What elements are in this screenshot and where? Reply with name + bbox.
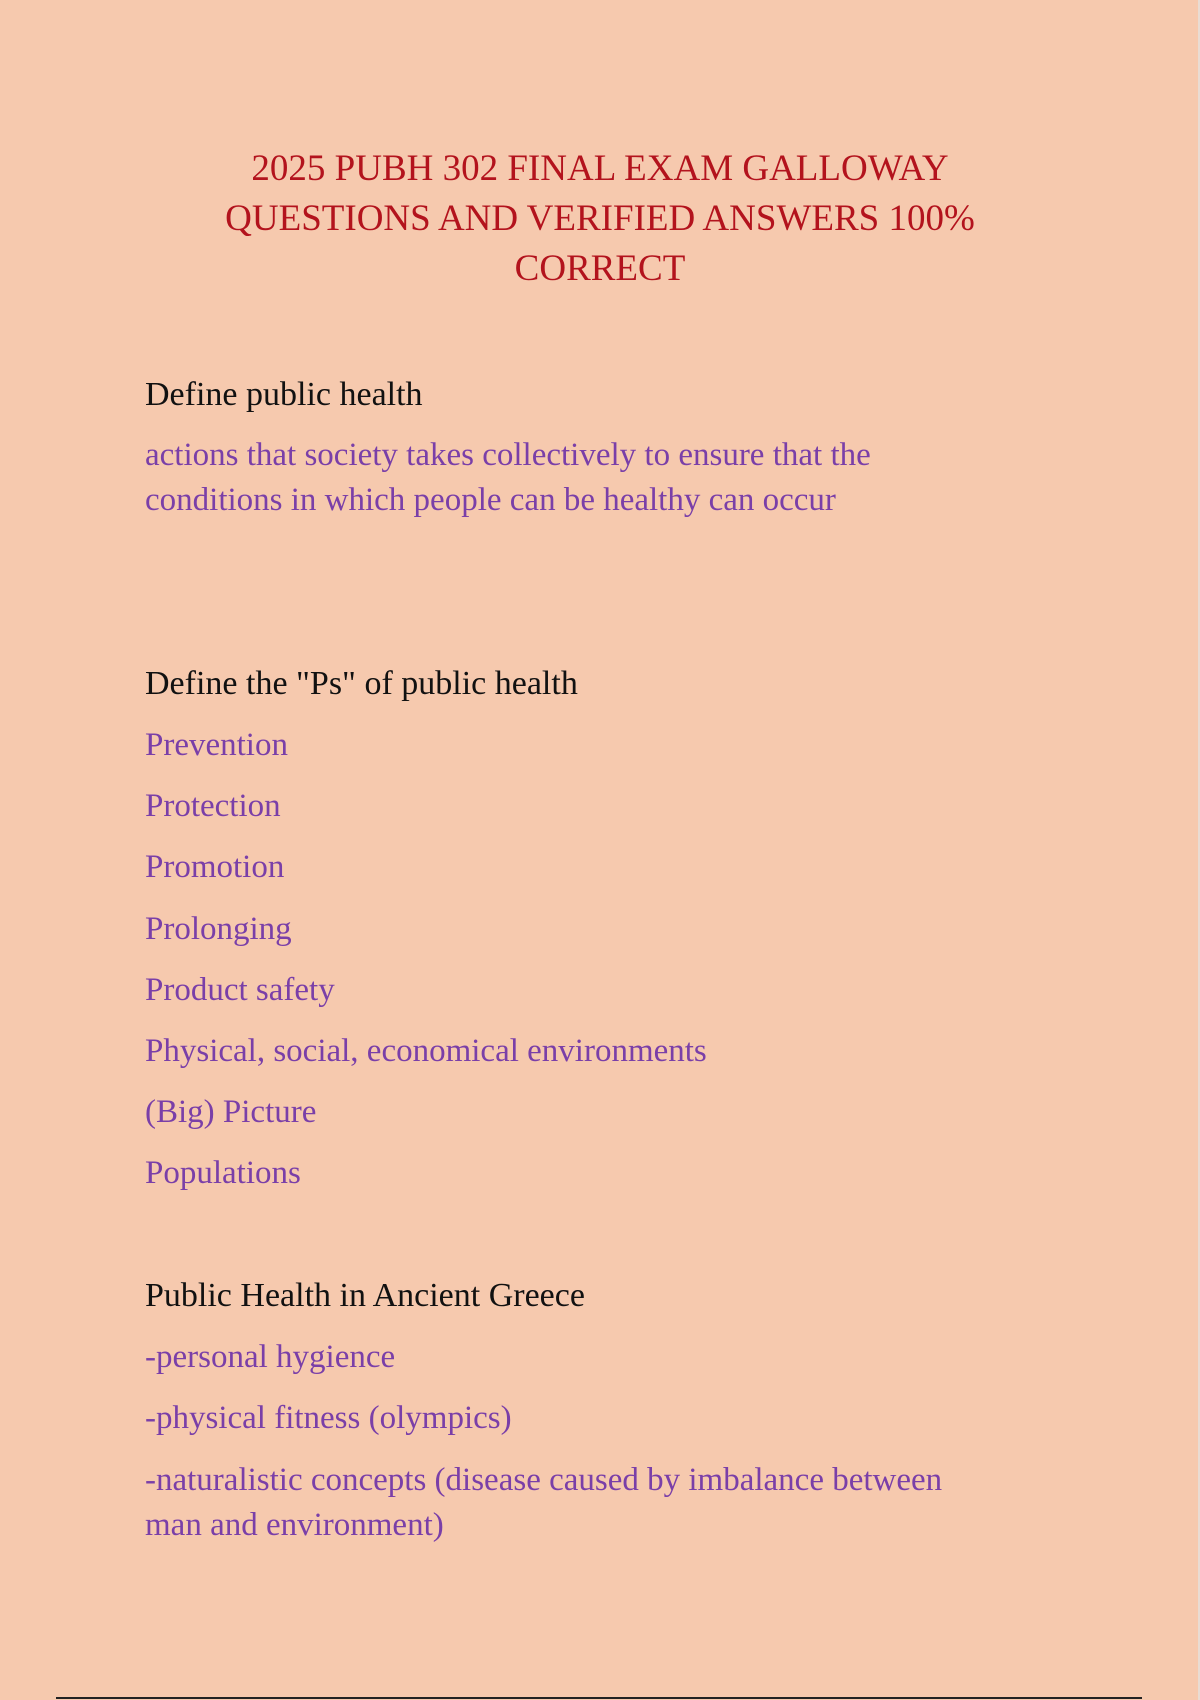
- answer-item: -personal hygience: [145, 1339, 396, 1375]
- answer-item: Protection: [145, 788, 281, 824]
- title-line: CORRECT: [514, 248, 686, 289]
- answer-line: -naturalistic concepts (disease caused by imbalance between: [145, 1462, 943, 1498]
- answer-item: Physical, social, economical environments: [145, 1033, 707, 1069]
- answer-line: man and environment): [145, 1507, 444, 1543]
- answer-item: [145, 1458, 942, 1548]
- document-title: [145, 144, 1055, 294]
- title-line: 2025 PUBH 302 FINAL EXAM GALLOWAY: [251, 148, 949, 189]
- answer-item: Prevention: [145, 727, 288, 763]
- title-line: QUESTIONS AND VERIFIED ANSWERS 100%: [225, 198, 975, 239]
- question-heading: Public Health in Ancient Greece: [145, 1277, 585, 1314]
- answer-line: conditions in which people can be healthy can occur: [145, 482, 836, 518]
- answer-line: actions that society takes collectively to ensure that the: [145, 437, 871, 473]
- answer-text: [145, 433, 871, 523]
- answer-item: Product safety: [145, 972, 335, 1008]
- page-bottom-rule: [56, 1697, 1142, 1699]
- answer-item: Populations: [145, 1155, 301, 1191]
- question-heading: Define public health: [145, 376, 423, 413]
- question-heading: Define the "Ps" of public health: [145, 665, 578, 702]
- answer-item: -physical fitness (olympics): [145, 1400, 512, 1436]
- answer-item: (Big) Picture: [145, 1094, 317, 1130]
- answer-item: Promotion: [145, 849, 285, 885]
- answer-item: Prolonging: [145, 911, 292, 947]
